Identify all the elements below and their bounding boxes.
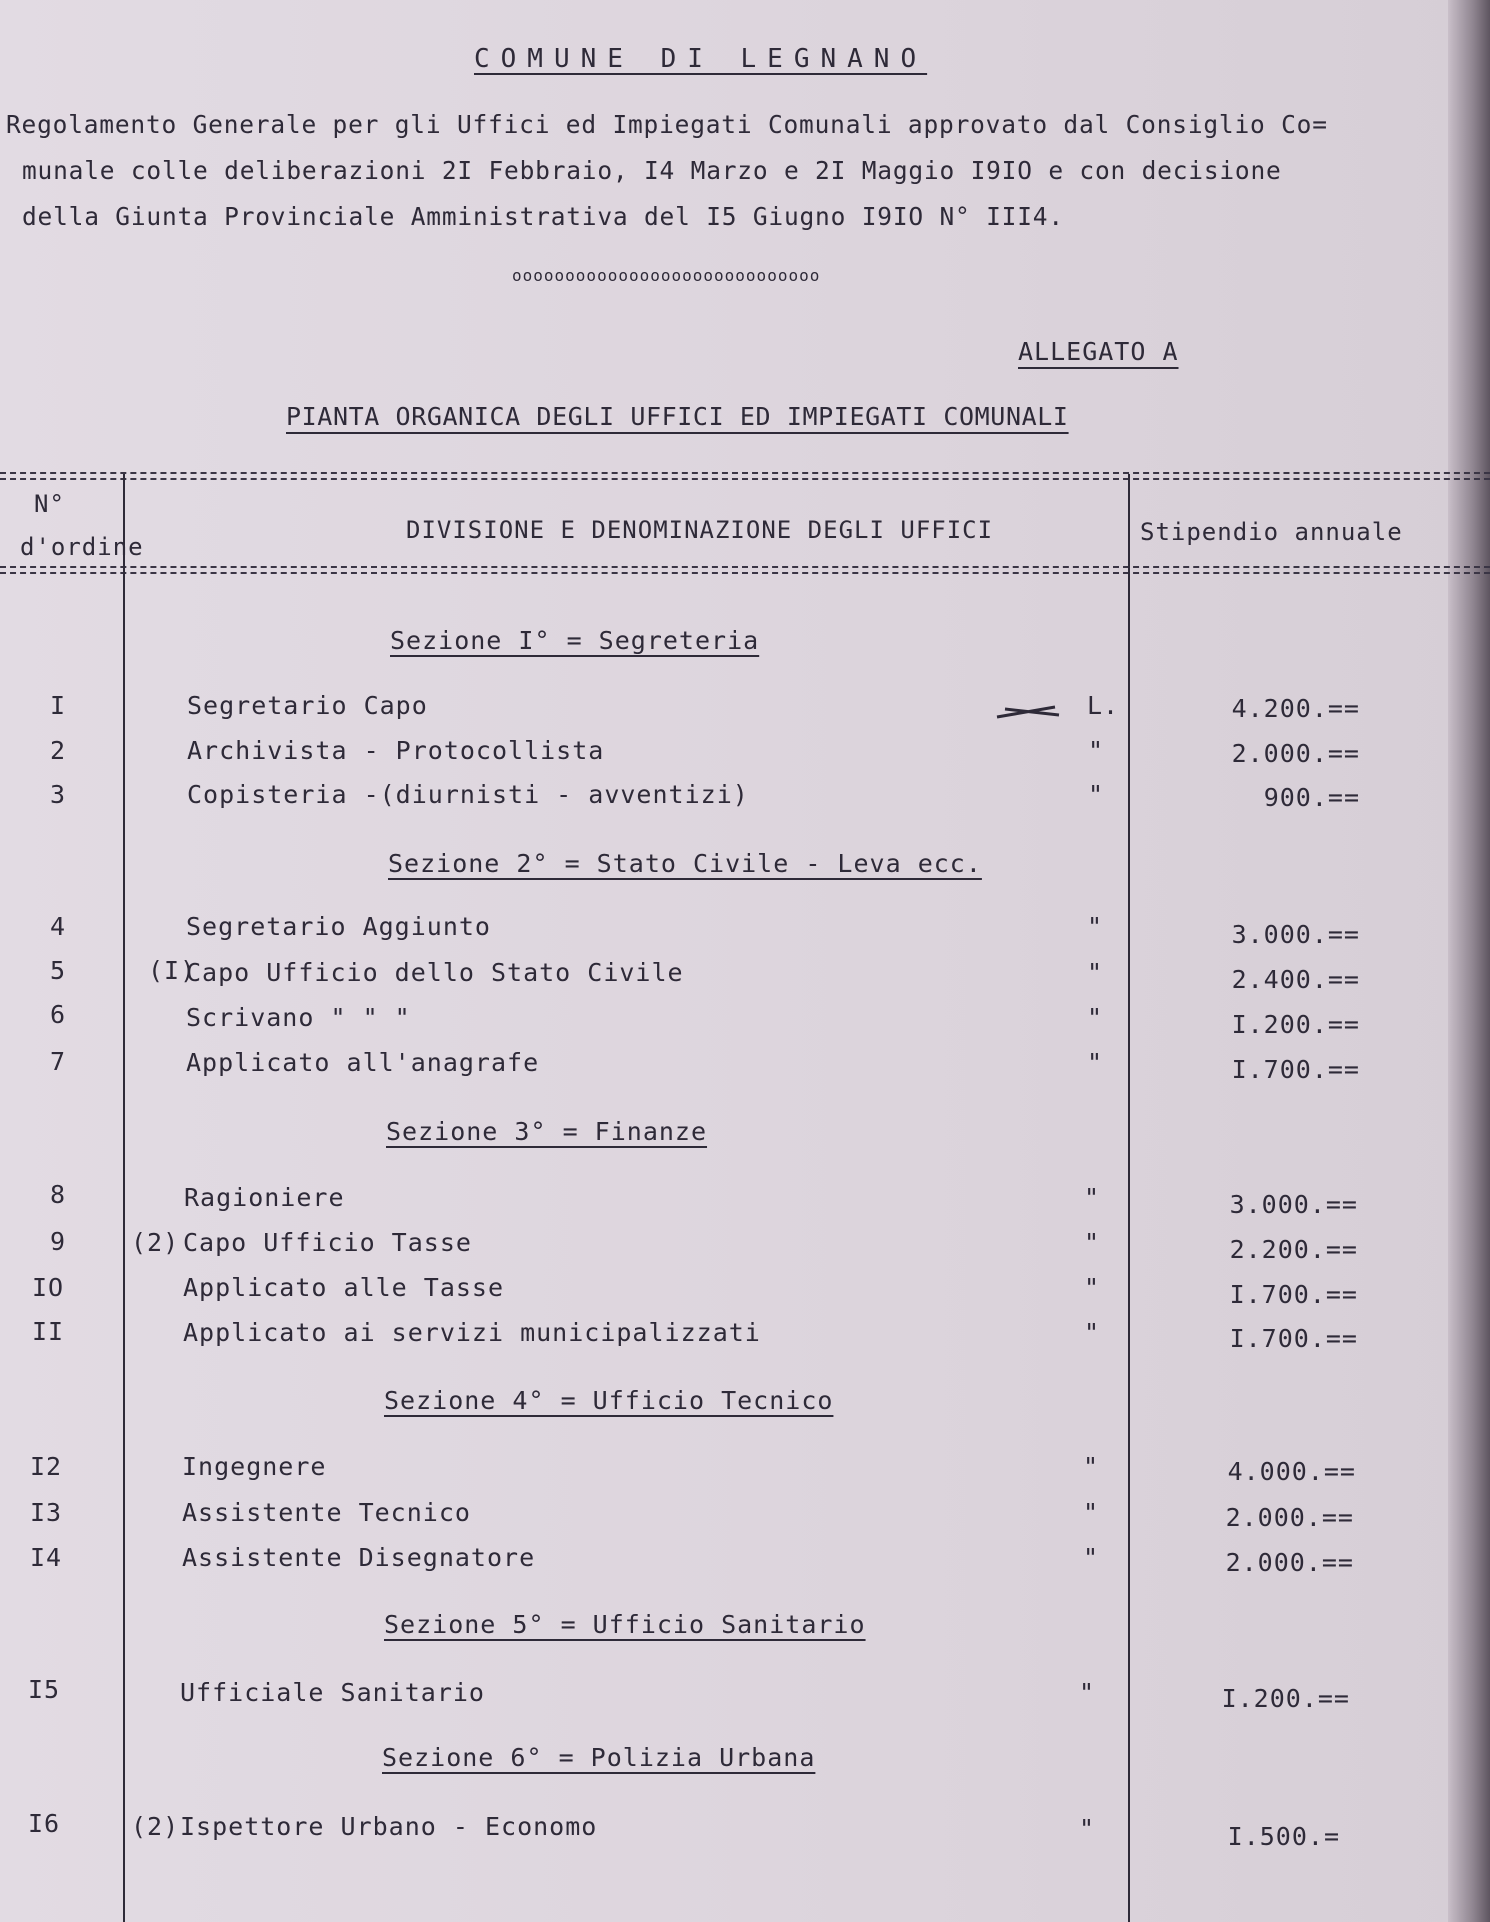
row-label: Assistente Tecnico [182,1498,471,1527]
ditto-mark: " [1082,1543,1100,1572]
row-label: Ingegnere [182,1452,327,1481]
row-amount: I.700.== [1229,1324,1358,1353]
row-amount: 4.200.== [1231,694,1360,723]
row-label: Scrivano " " " [186,1003,411,1032]
row-amount: I.700.== [1231,1055,1360,1084]
pen-mark [995,703,1065,719]
column-divider-right [1128,474,1130,1922]
row-number: I3 [29,1498,63,1527]
row-number: I [49,691,67,720]
section-title: Sezione 3° = Finanze [386,1117,708,1146]
row-number: 4 [49,912,67,941]
intro-line-1: Regolamento Generale per gli Uffici ed Impiegati Comunali approvato dal Consiglio Co= [6,110,1328,139]
row-label: Applicato ai servizi municipalizzati [183,1318,761,1347]
ditto-mark: " [1083,1318,1101,1347]
row-number: I6 [27,1809,61,1838]
row-amount: 2.400.== [1231,965,1360,994]
currency-label: L. [1086,691,1120,720]
row-amount: 2.000.== [1225,1548,1354,1577]
pianta-title: PIANTA ORGANICA DEGLI UFFICI ED IMPIEGATI COMUNALI [286,402,1069,431]
row-label: Capo Ufficio dello Stato Civile [186,958,684,987]
ditto-mark: " [1086,912,1104,941]
row-number: 7 [49,1047,67,1076]
row-label: Archivista - Protocollista [187,736,605,765]
row-amount: 2.000.== [1225,1503,1354,1532]
ditto-mark: " [1082,1498,1100,1527]
row-number: I2 [29,1452,63,1481]
intro-line-3: della Giunta Provinciale Amministrativa del I5 Giugno I9IO N° III4. [22,202,1064,231]
footnote-ref: (2) [131,1228,180,1257]
decorative-separator: ooooooooooooooooooooooooooooo [512,266,821,285]
row-number: 9 [49,1227,67,1256]
ditto-mark: " [1078,1678,1096,1707]
paper-edge [1448,0,1490,1922]
row-label: Copisteria -(diurnisti - avventizi) [187,780,749,809]
row-label: Ufficiale Sanitario [180,1678,485,1707]
row-amount: 2.200.== [1229,1235,1358,1264]
ditto-mark: " [1078,1814,1096,1843]
row-label: Assistente Disegnatore [182,1543,536,1572]
footnote-ref: (2) [131,1812,180,1841]
row-number: 2 [49,736,67,765]
col-division-header: DIVISIONE E DENOMINAZIONE DEGLI UFFICI [406,516,994,544]
row-amount: 2.000.== [1231,739,1360,768]
row-label: Applicato alle Tasse [183,1273,505,1302]
ditto-mark: " [1083,1228,1101,1257]
ditto-mark: " [1087,736,1105,765]
table-top-rule [0,472,1490,474]
row-number: 6 [49,1000,67,1029]
row-amount: 4.000.== [1227,1457,1356,1486]
row-amount: I.200.== [1221,1684,1350,1713]
ditto-mark: " [1086,1048,1104,1077]
intro-line-2: munale colle deliberazioni 2I Febbraio, I4 Marzo e 2I Maggio I9IO e con decisione [22,156,1282,185]
row-number: I5 [27,1675,61,1704]
footnote-ref: (I) [148,956,197,985]
row-label: Ispettore Urbano - Economo [180,1812,598,1841]
table-header-rule-2 [0,572,1490,574]
ditto-mark: " [1086,1003,1104,1032]
row-number: 8 [49,1180,67,1209]
ditto-mark: " [1083,1183,1101,1212]
section-title: Sezione 4° = Ufficio Tecnico [384,1386,834,1415]
row-amount: 3.000.== [1231,920,1360,949]
row-number: II [31,1317,65,1346]
column-divider-left [123,474,125,1922]
row-number: IO [31,1273,65,1302]
row-label: Capo Ufficio Tasse [183,1228,472,1257]
ditto-mark: " [1087,780,1105,809]
ditto-mark: " [1086,958,1104,987]
col-num-header-line2: d'ordine [20,533,144,561]
row-number: 3 [49,780,67,809]
table-header-rule [0,566,1490,568]
col-num-header-line1: N° [34,490,65,518]
allegato-label: ALLEGATO A [1018,337,1179,366]
row-label: Applicato all'anagrafe [186,1048,540,1077]
row-amount: I.700.== [1229,1280,1358,1309]
ditto-mark: " [1082,1452,1100,1481]
row-number: 5 [49,956,67,985]
document-title: COMUNE DI LEGNANO [474,44,928,74]
row-amount: 900.== [1263,783,1360,812]
row-label: Ragioniere [184,1183,345,1212]
table-top-rule-2 [0,478,1490,480]
section-title: Sezione 6° = Polizia Urbana [382,1743,816,1772]
ditto-mark: " [1083,1273,1101,1302]
section-title: Sezione 2° = Stato Civile - Leva ecc. [388,849,982,878]
row-label: Segretario Aggiunto [186,912,491,941]
row-amount: I.500.= [1227,1822,1340,1851]
row-number: I4 [29,1543,63,1572]
section-title: Sezione 5° = Ufficio Sanitario [384,1610,866,1639]
section-title: Sezione I° = Segreteria [390,626,760,655]
row-amount: 3.000.== [1229,1190,1358,1219]
col-salary-header: Stipendio annuale [1140,518,1403,546]
row-label: Segretario Capo [187,691,428,720]
row-amount: I.200.== [1231,1010,1360,1039]
